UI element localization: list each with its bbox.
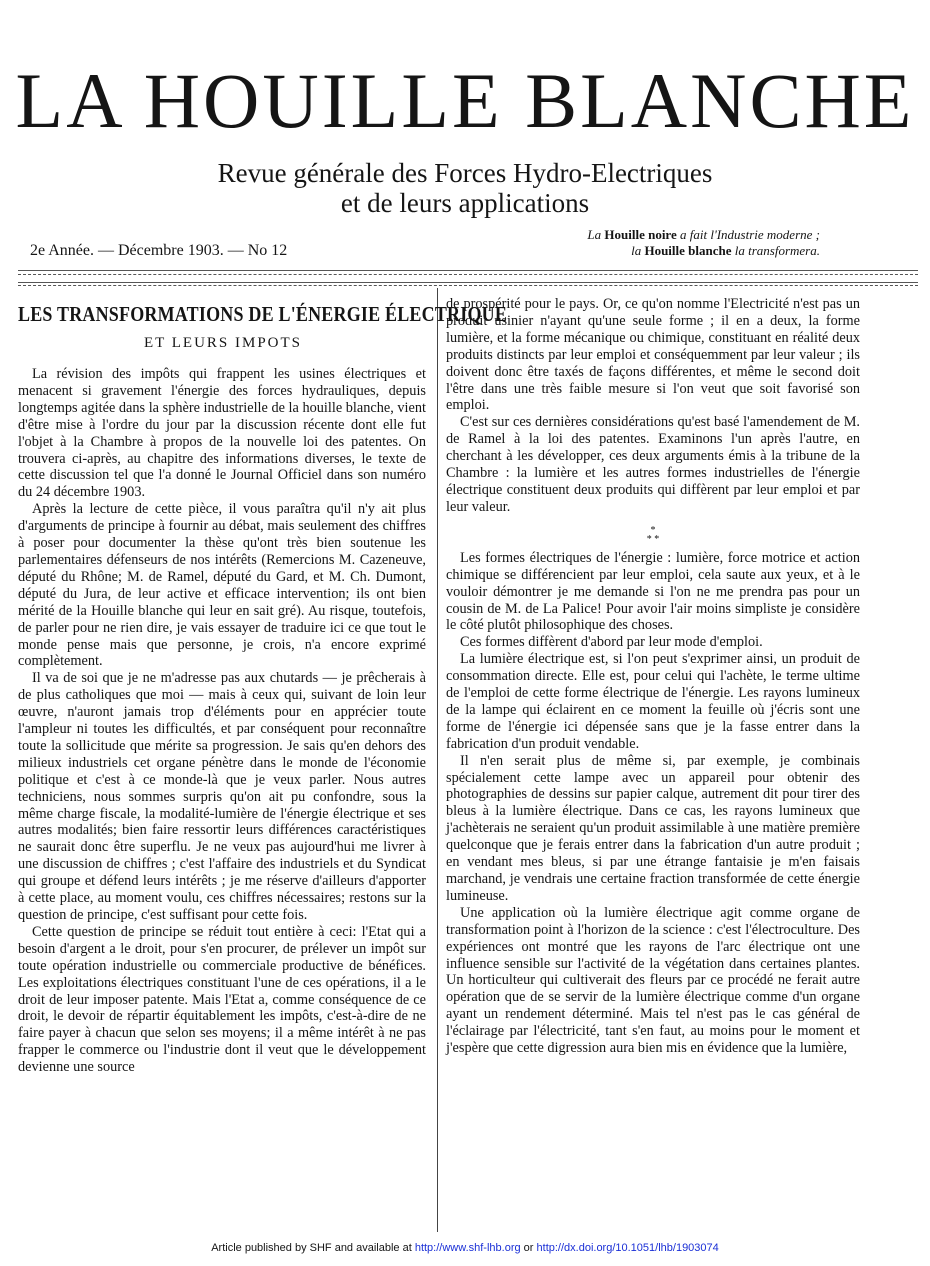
motto-2b: Houille blanche	[644, 243, 732, 258]
motto-line-2	[520, 243, 820, 259]
footer-prefix: Article published by SHF and available at	[211, 1242, 415, 1254]
right-paragraph: de prospérité pour le pays. Or, ce qu'on nomme l'Electricité n'est pas un produit usinier n'ayant qu'une seule forme ; il en a deux, la forme lumière, et la forme mécanique ou chimique, constituant en réalité deux produits distincts par leur emploi et conséquemment par leur valeur ; ils doivent donc être taxés de façons différentes, et même le second doit l'être dans une très faible mesure si l'on veut que soit favorisé son emploi.	[446, 296, 860, 414]
subtitle-line-2: et de leurs applications	[340, 188, 590, 218]
right-paragraph: La lumière électrique est, si l'on peut s'exprimer ainsi, un produit de consommation directe. Elle est, pour celui qui l'achète, le terme ultime de l'emploi de cette forme électrique de l'énergie. Les rayons lumineux de la lampe qui éclairent en ce moment la feuille où j'écris sont une forme de l'énergie ici dépensée sans que je la fasse entrer dans la fabrication d'un produit vendable.	[446, 651, 860, 752]
article-subtitle: ET LEURS IMPOTS	[143, 335, 303, 351]
article-title: LES TRANSFORMATIONS DE L'ÉNERGIE ÉLECTRIQUE	[18, 302, 508, 326]
motto-1c: a fait l'Industrie moderne ;	[676, 227, 820, 242]
motto-1b: Houille noire	[604, 227, 677, 242]
subtitle-line-1: Revue générale des Forces Hydro-Electriques	[217, 158, 713, 188]
section-stars: * * *	[646, 524, 660, 545]
header-rule-3	[18, 282, 918, 283]
right-paragraph: Ces formes diffèrent d'abord par leur mode d'emploi.	[460, 634, 763, 651]
right-paragraph: Il n'en serait plus de même si, par exemple, je combinais spécialement cette lampe avec un appareil pour obtenir des photographies de dessins sur papier calque, autrement dit pour tirer des bleus à la lumière électrique. Dans ce cas, les rayons lumineux que j'achèterais ne seraient qu'un produit assimilable à une matière première quelconque que je ferais entrer dans la fabrication d'un autre produit ; en vendant mes bleus, si par une étrange fantaisie je m'en faisais marchand, je vendrais une certaine fraction transformée de cette énergie lumineuse.	[446, 752, 860, 904]
header-rule-2	[18, 274, 918, 275]
right-paragraph: C'est sur ces dernières considérations qu'est basé l'amendement de M. de Ramel à la loi des patentes. Examinons l'un après l'autre, en cherchant à les développer, ces deux arguments émis à la tribune de la Chambre : la lumière et les autres formes industrielles de l'énergie électrique constituent deux produits qui diffèrent par leur emploi et par leur valeur.	[446, 414, 860, 515]
motto-2a: la	[631, 243, 645, 258]
footer-middle: or	[520, 1242, 537, 1254]
motto-1a: La	[587, 227, 605, 242]
footer-link-shf[interactable]: http://www.shf-lhb.org	[414, 1242, 521, 1254]
right-paragraph: Une application où la lumière électrique agit comme organe de transformation point à l'horizon de la science : c'est l'électroculture. Des expériences ont montré que les rayons de l'arc électrique ont une influence sensible sur l'activité de la végétation dans certaines plantes. Un horticulteur qui cultiverait des fleurs par ce procédé ne ferait autre opération que de se servir de la lumière électrique comme d'un organe ayant un rendement déterminé. Mais tel n'est pas le cas général de l'éclairage par l'électricité, tant s'en faut, au moins pour le moment et j'espère que cette digression aura bien mis en évidence que la lumière,	[446, 904, 860, 1057]
left-paragraph: Après la lecture de cette pièce, il vous paraîtra qu'il n'y ait plus d'arguments de principe à fournir au débat, mais seulement des chiffres à poser pour documenter la thèse qu'ont très bien soutenue les parlementaires défenseurs de nos intérêts (Remercions M. Cazeneuve, député du Rhône; M. de Ramel, député du Gard, et M. Ch. Dumont, député du Jura, de leur active et efficace intervention; ils ont bien mérité de la Houille blanche qui leur en sait gré). Au risque, toutefois, de parler pour ne rien dire, je vais essayer de traduire ici ce que tout le monde pense mais que personne, je crois, n'a encore exprimé complètement.	[18, 501, 426, 670]
left-paragraph: Il va de soi que je ne m'adresse pas aux chutards — je prêcherais à de plus catholiques que moi — mais à ceux qui, suivant de loin leur œuvre, n'auront jamais trop d'éléments pour en apprécier toute l'ampleur ni toutes les difficultés, et par conséquent pour reconnaître toute la sollicitude que mérite sa progression. Je sais qu'en dehors des milieux industriels cet organe pénètre dans le monde de l'économie politique et c'est à ce monde-là que je veux parler. Nous autres techniciens, nous sommes surpris qu'on ait pu confondre, sous la même charge fiscale, la modalité-lumière de l'énergie électrique et ses autres modalités; bien faire ressortir leurs différences caractéristiques ne saurait donc être superflu. Je ne veux pas aujourd'hui me livrer à une discussion de chiffres ; c'est l'affaire des industriels et du Syndicat qui groupe et défend leurs intérêts ; je me réserve d'ailleurs d'apporter à cette place, au moment voulu, ces chiffres nécessaires; restons sur la question de principe, c'est suffisant pour cette fois.	[18, 670, 426, 923]
left-paragraph: La révision des impôts qui frappent les usines électriques et menacent si gravement l'énergie des forces hydrauliques, depuis longtemps agitée dans la sphère industrielle de la houille blanche, vient d'être mise à l'ordre du jour par la discussion récente dont elle fut l'objet à la Chambre à propos de la nouvelle loi des patentes. On trouvera ci-après, au chapitre des informations diverses, le texte de cette discussion tel que l'a donné le Journal Officiel dans son numéro du 24 décembre 1903.	[18, 366, 426, 501]
right-paragraph: Les formes électriques de l'énergie : lumière, force motrice et action chimique se différencient par leur emploi, cela saute aux yeux, et à le vouloir démontrer je me demande si l'on ne me prendra pas pour un cousin de M. de La Palice! Pour avoir l'air moins simpliste je considère le côté plutôt philosophique des choses.	[446, 549, 860, 634]
masthead: LA HOUILLE BLANCHE	[15, 57, 915, 144]
right-column	[446, 296, 860, 1057]
column-divider	[437, 288, 438, 1232]
header-rule-4	[18, 285, 918, 286]
footer-note	[0, 1242, 930, 1254]
footer-link-doi[interactable]: http://dx.doi.org/10.1051/lhb/1903074	[536, 1242, 719, 1254]
left-column	[18, 366, 426, 1076]
header-rule-1	[18, 270, 918, 271]
motto-line-1	[520, 227, 820, 243]
left-paragraph: Cette question de principe se réduit tout entière à ceci: l'Etat qui a besoin d'argent a le droit, pour s'en procurer, de prélever un impôt sur toute opération industrielle ou commerciale productive de bénéfices. Les exploitations électriques constituant l'une de ces opérations, il a le droit de leur imposer patente. Mais l'Etat a, comme conséquence de ce droit, le devoir de répartir équitablement les impôts, c'est-à-dire de ne faire payer à chacun que selon ses moyens; il a même intérêt à ne pas frapper le commerce ou l'industrie dont il veut que le développement devienne une source	[18, 923, 426, 1076]
motto-2c: la transformera.	[731, 243, 820, 258]
issue-line: 2e Année. — Décembre 1903. — No 12	[30, 242, 288, 259]
